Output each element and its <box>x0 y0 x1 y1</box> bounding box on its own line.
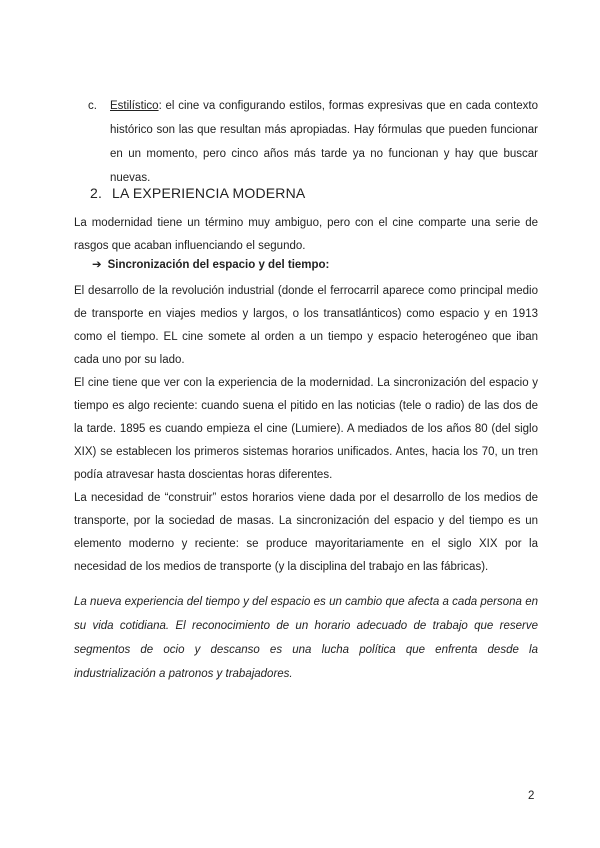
page-number: 2 <box>528 790 535 802</box>
paragraph-2: El cine tiene que ver con la experiencia de la modernidad. La sincronización del espacio y tiempo es algo reciente: cuando suena el pitido en las noticias (tele o radio) de las dos de la tarde. 1895 es cuando empieza el cine (Lumiere). A mediados de los años 80 (del siglo XIX) se establecen los primeros sistemas horarios unificados. Antes, hacia los 70, un tren podía atravesar hasta doscientas horas diferentes. <box>74 377 538 481</box>
paragraph-1: El desarrollo de la revolución industrial (donde el ferrocarril aparece como principal medio de transporte en viajes medios y largos, o los transatlánticos) como espacio y en 1913 como el tiempo. EL cine somete al orden a un tiempo y espacio heterogéneo que iban cada uno por su lado. <box>74 285 538 366</box>
list-marker: c. <box>88 100 97 112</box>
italic-quote: La nueva experiencia del tiempo y del espacio es un cambio que afecta a cada persona en su vida cotidiana. El reconocimiento de un horario adecuado de trabajo que reserve segmentos de ocio y descanso es una lucha política que enfrenta desde la industrialización a patronos y trabajadores. <box>74 596 538 680</box>
section-heading <box>90 185 305 201</box>
subheading-text: Sincronización del espacio y del tiempo: <box>107 259 330 271</box>
list-item-text: : el cine va configurando estilos, formas expresivas que en cada contexto histórico son las que resultan más apropiadas. Hay fórmulas que pueden funcionar en un momento, pero cinco años más tarde ya no funcionan y hay que buscar nuevas. <box>110 100 538 184</box>
arrow-right-icon: ➔ <box>92 259 102 271</box>
list-item-body <box>110 94 538 190</box>
section-title: LA EXPERIENCIA MODERNA <box>112 185 306 201</box>
list-item-term: Estilístico <box>110 100 159 112</box>
list-item-c <box>88 94 538 190</box>
intro-paragraph: La modernidad tiene un término muy ambiguo, pero con el cine comparte una serie de rasgos que acaban influenciando el segundo. <box>74 217 538 252</box>
paragraph-3: La necesidad de “construir” estos horarios viene dada por el desarrollo de los medios de transporte, por la sociedad de masas. La sincronización del espacio y del tiempo es un elemento moderno y reciente: se produce mayoritariamente en el siglo XIX por la necesidad de los medios de transporte (y la disciplina del trabajo en las fábricas). <box>74 492 538 573</box>
section-number: 2. <box>90 185 103 201</box>
subheading <box>92 257 329 271</box>
